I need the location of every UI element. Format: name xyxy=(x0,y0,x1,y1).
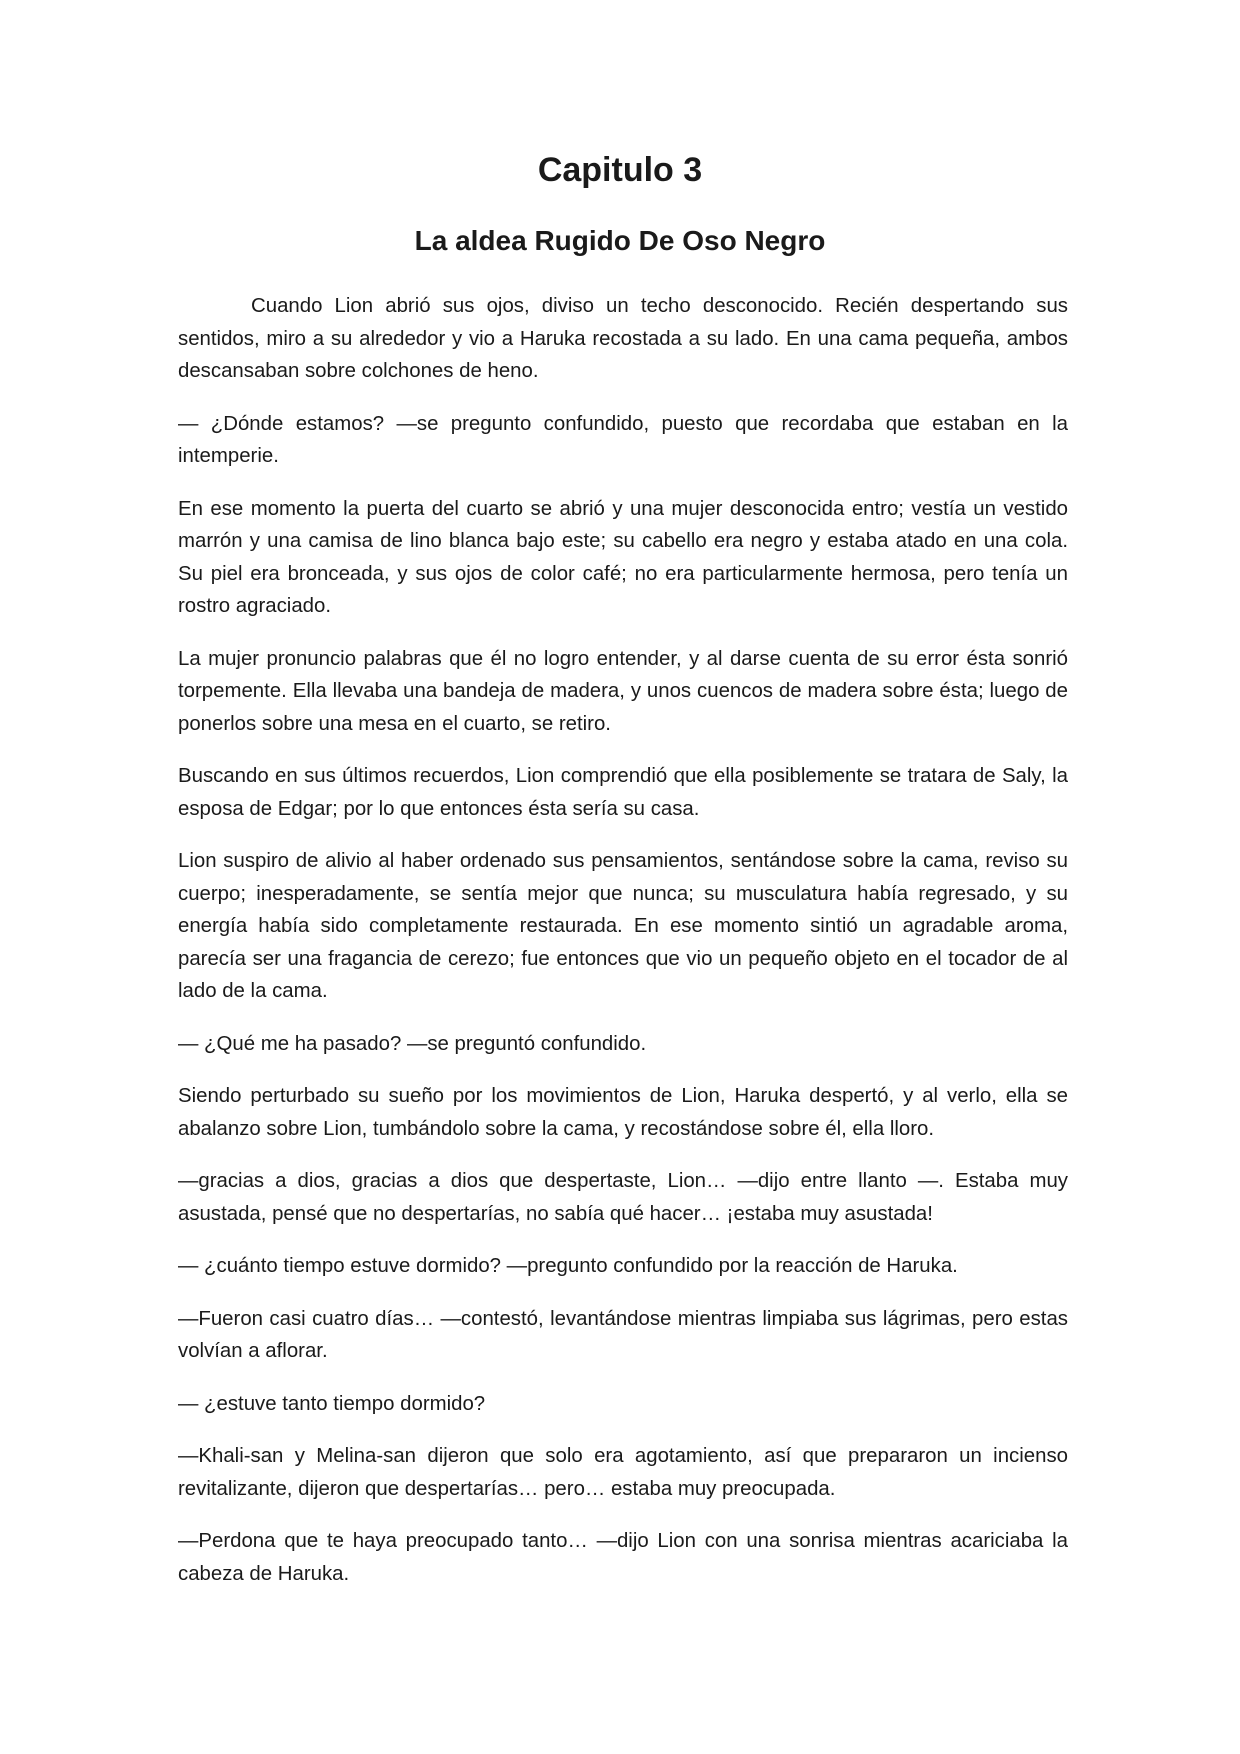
paragraph: En ese momento la puerta del cuarto se abrió y una mujer desconocida entro; vestía un vestido marrón y una camisa de lino blanca bajo este; su cabello era negro y estaba atado en una cola. Su piel era bronceada, y sus ojos de color café; no era particularmente hermosa, pero tenía un rostro agraciado. xyxy=(178,497,1068,617)
paragraph: —Perdona que te haya preocupado tanto… —dijo Lion con una sonrisa mientras acariciaba la cabeza de Haruka. xyxy=(178,1530,1068,1585)
chapter-body xyxy=(178,290,1068,1610)
paragraph: — ¿cuánto tiempo estuve dormido? —pregunto confundido por la reacción de Haruka. xyxy=(178,1255,958,1277)
chapter-subtitle: La aldea Rugido De Oso Negro xyxy=(414,225,826,256)
paragraph: Siendo perturbado su sueño por los movimientos de Lion, Haruka despertó, y al verlo, ella se abalanzo sobre Lion, tumbándolo sobre la cama, y recostándose sobre él, ella lloro. xyxy=(178,1085,1068,1140)
paragraph: Lion suspiro de alivio al haber ordenado sus pensamientos, sentándose sobre la cama, reviso su cuerpo; inesperadamente, se sentía mejor que nunca; su musculatura había regresado, y su energía había sido completamente restaurada. En ese momento sintió un agradable aroma, parecía ser una fragancia de cerezo; fue entonces que vio un pequeño objeto en el tocador de al lado de la cama. xyxy=(178,850,1068,1002)
chapter-title: Capitulo 3 xyxy=(537,151,703,189)
paragraph: —Fueron casi cuatro días… —contestó, levantándose mientras limpiaba sus lágrimas, pero estas volvían a aflorar. xyxy=(178,1307,1068,1362)
paragraph: — ¿estuve tanto tiempo dormido? xyxy=(178,1392,486,1415)
paragraph: —Khali-san y Melina-san dijeron que solo era agotamiento, así que prepararon un incienso revitalizante, dijeron que despertarías… pero… estaba muy preocupada. xyxy=(178,1445,1068,1500)
paragraph: — ¿Qué me ha pasado? —se preguntó confundido. xyxy=(178,1032,647,1055)
paragraph: Cuando Lion abrió sus ojos, diviso un techo desconocido. Recién despertando sus sentidos, miro a su alrededor y vio a Haruka recostada a su lado. En una cama pequeña, ambos descansaban sobre colchones de heno. xyxy=(178,295,1068,382)
paragraph: Buscando en sus últimos recuerdos, Lion comprendió que ella posiblemente se tratara de Saly, la esposa de Edgar; por lo que entonces ésta sería su casa. xyxy=(178,765,1068,820)
paragraph: — ¿Dónde estamos? —se pregunto confundido, puesto que recordaba que estaban en la intemperie. xyxy=(178,412,1068,467)
paragraph: —gracias a dios, gracias a dios que despertaste, Lion… —dijo entre llanto —. Estaba muy asustada, pensé que no despertarías, no sabía qué hacer… ¡estaba muy asustada! xyxy=(178,1170,1068,1225)
paragraph: La mujer pronuncio palabras que él no logro entender, y al darse cuenta de su error ésta sonrió torpemente. Ella llevaba una bandeja de madera, y unos cuencos de madera sobre ésta; luego de ponerlos sobre una mesa en el cuarto, se retiro. xyxy=(178,647,1068,735)
